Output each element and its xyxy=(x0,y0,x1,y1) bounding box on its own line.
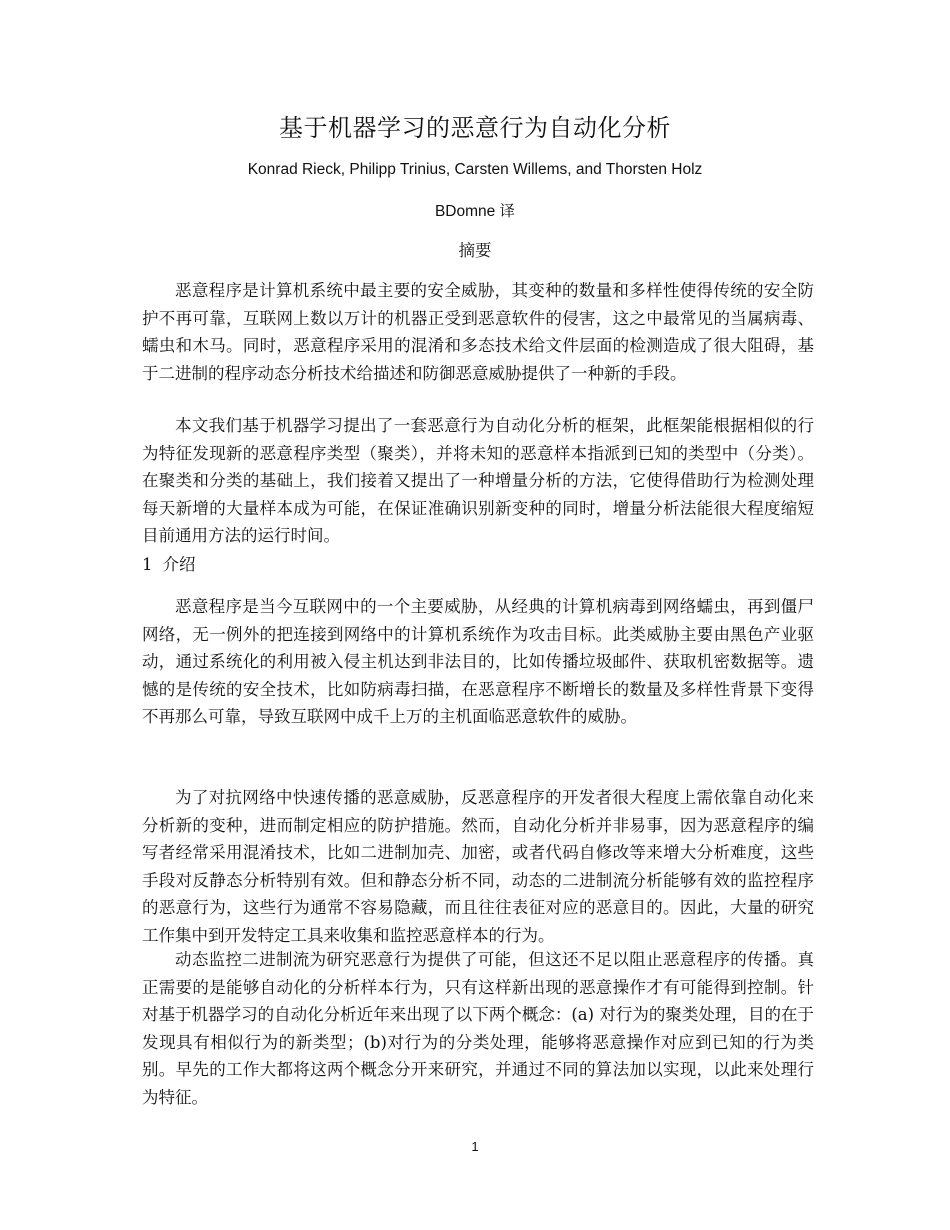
body-paragraph: 为了对抗网络中快速传播的恶意威胁，反恶意程序的开发者很大程度上需依靠自动化来分析新的变种，进而制定相应的防护措施。然而，自动化分析并非易事，因为恶意程序的编写者经常采用混淆技术，比如二进制加壳、加密，或者代码自修改等来增大分析难度，这些手段对反静态分析特别有效。但和静态分析不同，动态的二进制流分析能够有效的监控程序的恶意行为，这些行为通常不容易隐藏，而且往往表征对应的恶意目的。因此，大量的研究工作集中到开发特定工具来收集和监控恶意样本的行为。 xyxy=(142,788,814,945)
translator-credit: BDomne 译 xyxy=(434,203,516,220)
section-heading xyxy=(142,553,196,577)
abstract-heading: 摘要 xyxy=(458,241,492,260)
document-title: 基于机器学习的恶意行为自动化分析 xyxy=(279,114,671,142)
section-title: 介绍 xyxy=(162,555,196,574)
body-paragraph: 动态监控二进制流为研究恶意行为提供了可能，但这还不足以阻止恶意程序的传播。真正需要的是能够自动化的分析样本行为，只有这样新出现的恶意操作才有可能得到控制。针对基于机器学习的自动化分析近年来出现了以下两个概念：(a) 对行为的聚类处理，目的在于发现具有相似行为的新类型；(b)对行为的分类处理，能够将恶意操作对应到已知的行为类别。早先的工作大都将这两个概念分开来研究，并通过不同的算法加以实现，以此来处理行为特征。 xyxy=(142,950,814,1107)
abstract-paragraph: 本文我们基于机器学习提出了一套恶意行为自动化分析的框架，此框架能根据相似的行为特征发现新的恶意程序类型（聚类），并将未知的恶意样本指派到已知的类型中（分类）。在聚类和分类的基础上，我们接着又提出了一种增量分析的方法，它使得借助行为检测处理每天新增的大量样本成为可能，在保证准确识别新变种的同时，增量分析法能很大程度缩短目前通用方法的运行时间。 xyxy=(142,416,814,545)
abstract-paragraph: 恶意程序是计算机系统中最主要的安全威胁，其变种的数量和多样性使得传统的安全防护不再可靠，互联网上数以万计的机器正受到恶意软件的侵害，这之中最常见的当属病毒、蠕虫和木马。同时，恶意程序采用的混淆和多态技术给文件层面的检测造成了很大阻碍，基于二进制的程序动态分析技术给描述和防御恶意威胁提供了一种新的手段。 xyxy=(142,281,814,383)
body-paragraph: 恶意程序是当今互联网中的一个主要威胁，从经典的计算机病毒到网络蠕虫，再到僵尸网络，无一例外的把连接到网络中的计算机系统作为攻击目标。此类威胁主要由黑色产业驱动，通过系统化的利用被入侵主机达到非法目的，比如传播垃圾邮件、获取机密数据等。遗憾的是传统的安全技术，比如防病毒扫描，在恶意程序不断增长的数量及多样性背景下变得不再那么可靠，导致互联网中成千上万的主机面临恶意软件的威胁。 xyxy=(142,597,814,726)
author-list: Konrad Rieck, Philipp Trinius, Carsten Willems, and Thorsten Holz xyxy=(247,161,703,178)
section-number: 1 xyxy=(142,555,153,574)
page-number: 1 xyxy=(471,1139,479,1154)
